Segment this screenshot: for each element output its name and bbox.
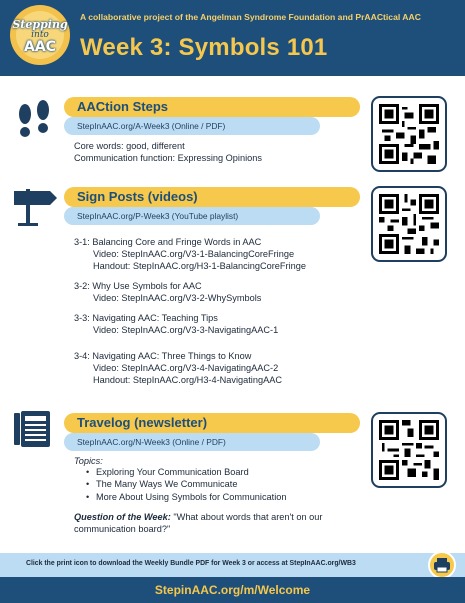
core-words-line: Core words: good, different [74, 141, 185, 151]
tagline: A collaborative project of the Angelman Syndrome Foundation and PrAACtical AAC [80, 12, 421, 22]
signpost-icon [12, 183, 58, 227]
print-button[interactable] [428, 551, 456, 579]
question-text-continued: communication board?" [74, 524, 171, 534]
qr-code-travelog[interactable] [371, 412, 447, 488]
section-title-sign-posts: Sign Posts (videos) [64, 187, 360, 207]
signpost-handout-link[interactable]: Handout: StepInAAC.org/H3-1-BalancingCoreFringe [93, 261, 306, 271]
question-of-the-week [74, 512, 322, 524]
footer-welcome-link[interactable]: StepinAAC.org/m/Welcome [154, 583, 311, 597]
logo-text-stepping: Stepping [12, 18, 68, 31]
aaction-steps-link[interactable]: StepInAAC.org/A-Week3 (Online / PDF) [64, 117, 320, 135]
topics-label: Topics: [74, 456, 103, 466]
signpost-video-link[interactable]: Video: StepInAAC.org/V3-4-NavigatingAAC-2 [93, 363, 279, 373]
qr-code-sign-posts[interactable] [371, 186, 447, 262]
page-title: Week 3: Symbols 101 [80, 34, 328, 61]
topic-item: • The Many Ways We Communicate [86, 478, 286, 490]
footprints-icon [14, 100, 54, 142]
signpost-video-link[interactable]: Video: StepInAAC.org/V3-2-WhySymbols [93, 293, 262, 303]
header-band [0, 0, 465, 76]
communication-function-line: Communication function: Expressing Opinions [74, 153, 262, 163]
signpost-item-heading: 3-2: Why Use Symbols for AAC [74, 281, 202, 291]
topics-list [86, 466, 286, 503]
signpost-item-heading: 3-1: Balancing Core and Fringe Words in AAC [74, 237, 262, 247]
stepping-into-aac-logo [10, 5, 70, 65]
newspaper-icon [12, 409, 52, 449]
topic-item: • Exploring Your Communication Board [86, 466, 286, 478]
signpost-item-heading: 3-4: Navigating AAC: Three Things to Know [74, 351, 252, 361]
sign-posts-link[interactable]: StepInAAC.org/P-Week3 (YouTube playlist) [64, 207, 320, 225]
signpost-item-heading: 3-3: Navigating AAC: Teaching Tips [74, 313, 218, 323]
question-text: "What about words that aren't on our [170, 512, 323, 522]
logo-text-into: into [31, 30, 49, 40]
printer-icon [430, 553, 454, 577]
section-title-aaction-steps: AACtion Steps [64, 97, 360, 117]
question-label: Question of the Week: [74, 512, 171, 522]
qr-code-aaction-steps[interactable] [371, 96, 447, 172]
signpost-video-link[interactable]: Video: StepInAAC.org/V3-3-NavigatingAAC-1 [93, 325, 279, 335]
travelog-link[interactable]: StepInAAC.org/N-Week3 (Online / PDF) [64, 433, 320, 451]
logo-text-aac: AAC [24, 39, 56, 55]
signpost-handout-link[interactable]: Handout: StepInAAC.org/H3-4-NavigatingAAC [93, 375, 282, 385]
section-title-travelog: Travelog (newsletter) [64, 413, 360, 433]
topic-item: • More About Using Symbols for Communication [86, 491, 286, 503]
signpost-video-link[interactable]: Video: StepInAAC.org/V3-1-BalancingCoreFringe [93, 249, 295, 259]
footer-instruction: Click the print icon to download the Weekly Bundle PDF for Week 3 or access at StepInAAC.org/WB3 [26, 560, 356, 567]
